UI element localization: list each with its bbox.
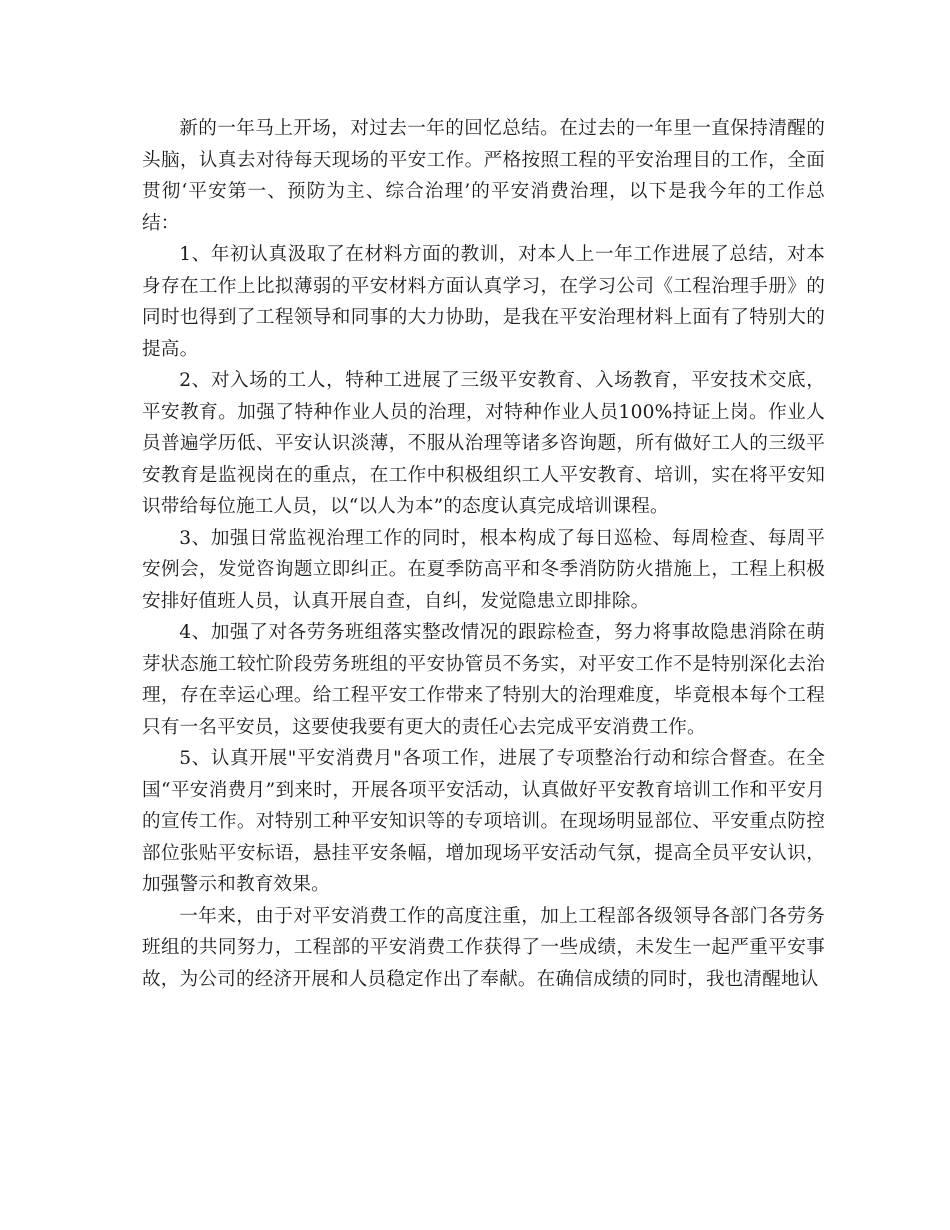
paragraph-item-4: 4、加强了对各劳务班组落实整改情况的跟踪检查，努力将事故隐患消除在萌芽状态施工较忙阶段劳务班组的平安协管员不务实，对平安工作不是特别深化去治理，存在幸运心理。给工程平安工作带来了特别大的治理难度，毕竟根本每个工程只有一名平安员，这要使我要有更大的责任心去完成平安消费工作。 bbox=[142, 622, 825, 738]
paragraph-item-3: 3、加强日常监视治理工作的同时，根本构成了每日巡检、每周检查、每周平安例会，发觉咨询题立即纠正。在夏季防高平和冬季消防防火措施上，工程上积极安排好值班人员，认真开展自查，自纠，发觉隐患立即排除。 bbox=[142, 527, 825, 612]
paragraph-item-5: 5、认真开展"平安消费月"各项工作，进展了专项整治行动和综合督查。在全国“平安消费月”到来时，开展各项平安活动，认真做好平安教育培训工作和平安月的宣传工作。对特别工种平安知识等的专项培训。在现场明显部位、平安重点防控部位张贴平安标语，悬挂平安条幅，增加现场平安活动气氛，提高全员平安认识，加强警示和教育效果。 bbox=[142, 748, 825, 895]
paragraph-item-2: 2、对入场的工人，特种工进展了三级平安教育、入场教育，平安技术交底，平安教育。加强了特种作业人员的治理，对特种作业人员100%持证上岗。作业人员普遍学历低、平安认识淡薄，不服从治理等诸多咨询题，所有做好工人的三级平安教育是监视岗在的重点，在工作中积极组织工人平安教育、培训，实在将平安知识带给每位施工人员，以“以人为本”的态度认真完成培训课程。 bbox=[142, 370, 825, 517]
document-body bbox=[142, 113, 825, 995]
paragraph-summary: 一年来，由于对平安消费工作的高度注重，加上工程部各级领导各部门各劳务班组的共同努力，工程部的平安消费工作获得了一些成绩，未发生一起严重平安事故，为公司的经济开展和人员稳定作出了奉献。在确信成绩的同时，我也清醒地认 bbox=[142, 905, 825, 990]
paragraph-item-1: 1、年初认真汲取了在材料方面的教训，对本人上一年工作进展了总结，对本身存在工作上比拟薄弱的平安材料方面认真学习，在学习公司《工程治理手册》的同时也得到了工程领导和同事的大力协助，是我在平安治理材料上面有了特别大的提高。 bbox=[142, 244, 825, 360]
paragraph-intro: 新的一年马上开场，对过去一年的回忆总结。在过去的一年里一直保持清醒的头脑，认真去对待每天现场的平安工作。严格按照工程的平安治理目的工作，全面贯彻‘平安第一、预防为主、综合治理’的平安消费治理，以下是我今年的工作总结： bbox=[142, 118, 825, 234]
